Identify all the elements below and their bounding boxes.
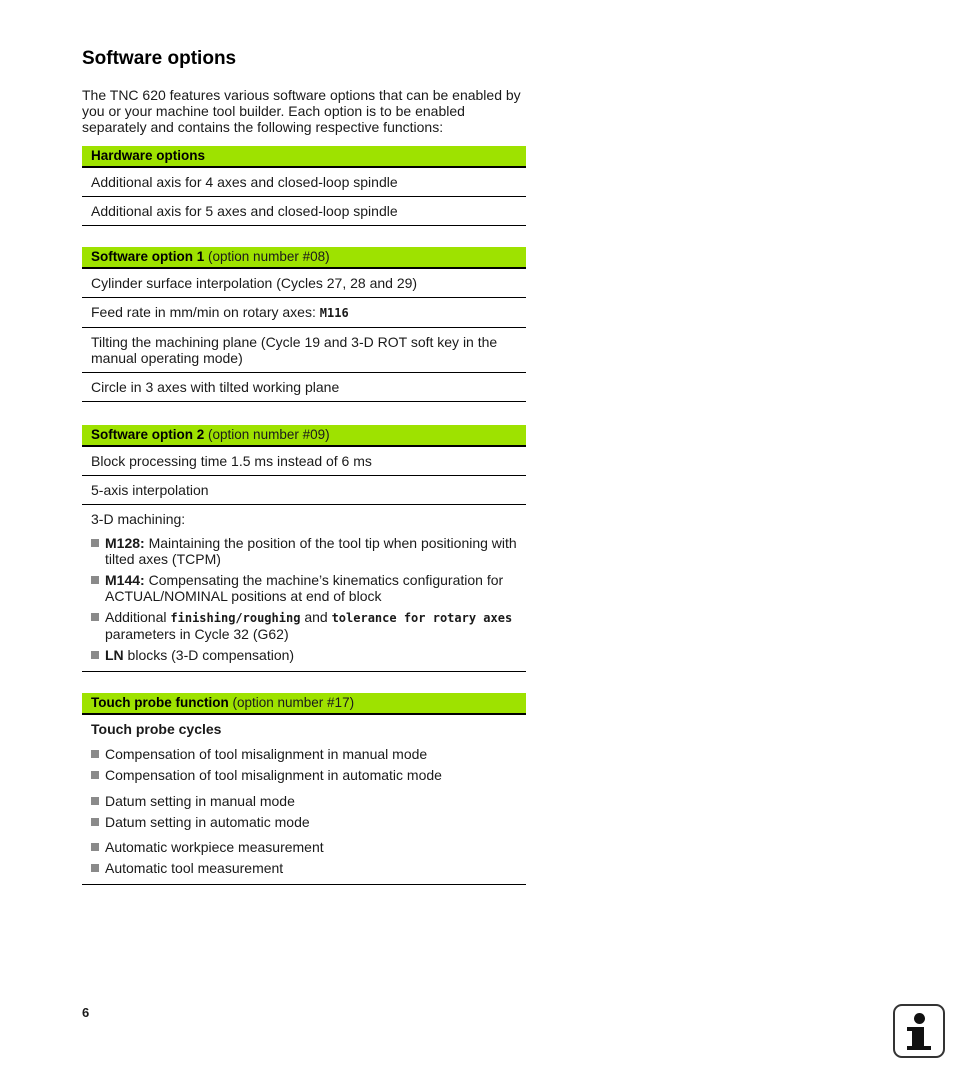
intro-paragraph: The TNC 620 features various software options that can be enabled by you or your machine tool builder. Each option is to be enabled separately and contains the following respective functions: bbox=[82, 87, 521, 135]
list-item bbox=[91, 793, 517, 809]
list-item bbox=[91, 535, 517, 567]
table-row: 5-axis interpolation bbox=[82, 476, 526, 505]
misalignment-list bbox=[91, 746, 517, 783]
software-option-2-table bbox=[82, 425, 526, 672]
info-icon bbox=[893, 1004, 945, 1058]
table-row: Tilting the machining plane (Cycle 19 and 3-D ROT soft key in the manual operating mode) bbox=[82, 328, 526, 373]
list-item bbox=[91, 647, 517, 663]
list-item bbox=[91, 572, 517, 604]
table-row: Cylinder surface interpolation (Cycles 27, 28 and 29) bbox=[82, 269, 526, 298]
square-bullet-icon bbox=[91, 750, 99, 758]
table-row bbox=[82, 505, 526, 672]
item-text: Maintaining the position of the tool tip when positioning with tilted axes (TCPM) bbox=[105, 535, 517, 567]
square-bullet-icon bbox=[91, 818, 99, 826]
item-text: blocks (3-D compensation) bbox=[123, 647, 295, 663]
item-text: Datum setting in manual mode bbox=[105, 793, 295, 809]
item-text: Compensating the machine’s kinematics configuration for ACTUAL/NOMINAL positions at end of block bbox=[105, 572, 504, 604]
hardware-options-table bbox=[82, 146, 526, 226]
list-item bbox=[91, 746, 517, 762]
item-text: Datum setting in automatic mode bbox=[105, 814, 310, 830]
measurement-list bbox=[91, 839, 517, 876]
item-text: and bbox=[300, 609, 332, 625]
code-m144: M144: bbox=[105, 572, 145, 588]
option-number: (option number #17) bbox=[232, 695, 355, 710]
square-bullet-icon bbox=[91, 539, 99, 547]
touch-probe-cycles-title: Touch probe cycles bbox=[91, 721, 222, 737]
list-item bbox=[91, 767, 517, 783]
square-bullet-icon bbox=[91, 843, 99, 851]
item-text: Automatic workpiece measurement bbox=[105, 839, 324, 855]
table-header bbox=[82, 247, 526, 269]
item-text: parameters in Cycle 32 (G62) bbox=[105, 626, 289, 642]
table-row bbox=[82, 715, 526, 885]
page-number: 6 bbox=[82, 1005, 90, 1020]
code-tolerance-rotary-axes: tolerance for rotary axes bbox=[331, 611, 513, 625]
table-row: Circle in 3 axes with tilted working plane bbox=[82, 373, 526, 402]
list-item bbox=[91, 814, 517, 830]
table-header bbox=[82, 146, 526, 168]
table-row: Additional axis for 4 axes and closed-loop spindle bbox=[82, 168, 526, 197]
table-header-title: Software option 1 bbox=[91, 249, 205, 264]
machining-title: 3-D machining: bbox=[91, 511, 186, 527]
code-m128: M128: bbox=[105, 535, 145, 551]
option-number: (option number #09) bbox=[208, 427, 330, 442]
code-finishing-roughing: finishing/roughing bbox=[170, 611, 301, 625]
info-icon-base bbox=[907, 1046, 931, 1050]
option-number: (option number #08) bbox=[208, 249, 330, 264]
table-row: Additional axis for 5 axes and closed-loop spindle bbox=[82, 197, 526, 226]
table-header bbox=[82, 693, 526, 715]
row-text: Feed rate in mm/min on rotary axes: bbox=[91, 304, 320, 320]
square-bullet-icon bbox=[91, 864, 99, 872]
table-header-title: Software option 2 bbox=[91, 427, 205, 442]
table-row bbox=[82, 298, 526, 328]
list-item bbox=[91, 839, 517, 855]
table-row: Block processing time 1.5 ms instead of 6 ms bbox=[82, 447, 526, 476]
item-text: Additional bbox=[105, 609, 171, 625]
table-header-title: Hardware options bbox=[91, 148, 206, 163]
list-item bbox=[91, 609, 517, 642]
page-title: Software options bbox=[82, 48, 237, 69]
square-bullet-icon bbox=[91, 613, 99, 621]
item-text: Automatic tool measurement bbox=[105, 860, 284, 876]
machining-list bbox=[91, 535, 517, 663]
item-text: Compensation of tool misalignment in manual mode bbox=[105, 746, 428, 762]
code-ln: LN bbox=[105, 647, 124, 663]
square-bullet-icon bbox=[91, 651, 99, 659]
software-option-1-table bbox=[82, 247, 526, 402]
table-header-title: Touch probe function bbox=[91, 695, 229, 710]
touch-probe-table bbox=[82, 693, 526, 885]
code-m116: M116 bbox=[319, 306, 349, 320]
datum-list bbox=[91, 793, 517, 830]
square-bullet-icon bbox=[91, 576, 99, 584]
square-bullet-icon bbox=[91, 797, 99, 805]
square-bullet-icon bbox=[91, 771, 99, 779]
item-text: Compensation of tool misalignment in automatic mode bbox=[105, 767, 442, 783]
table-header bbox=[82, 425, 526, 447]
info-icon-dot bbox=[914, 1013, 925, 1024]
list-item bbox=[91, 860, 517, 876]
